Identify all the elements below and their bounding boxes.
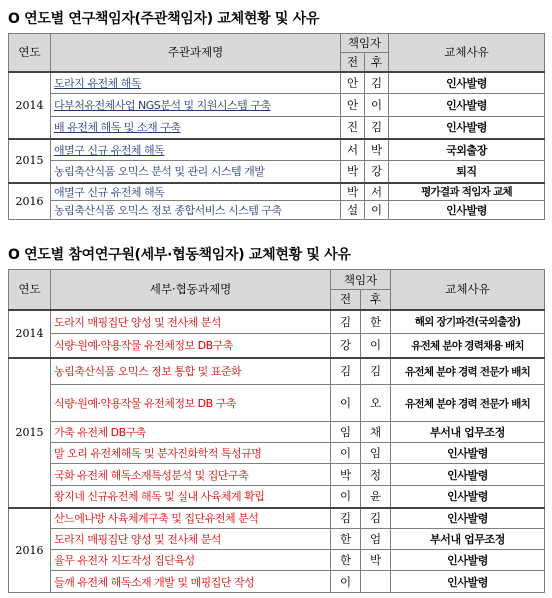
project-title: 율무 유전자 지도작성 집단육성	[51, 550, 331, 571]
manager-before: 이	[331, 571, 361, 593]
project-title: 도라지 매핑집단 양성 및 전사체 분석	[51, 529, 331, 550]
manager-after: 이	[365, 201, 389, 220]
manager-after: 박	[361, 550, 391, 571]
table-row	[9, 117, 545, 139]
manager-before: 강	[331, 334, 361, 358]
change-reason: 인사발령	[391, 508, 545, 529]
section2-heading: O 연도별 참여연구원(세부·협동책임자) 교체현황 및 사유	[8, 247, 351, 263]
year-cell: 2016	[9, 183, 51, 220]
change-reason: 유전체 분야 경력채용 배치	[391, 334, 545, 358]
table-row	[9, 464, 545, 486]
project-title: 가축 유전체 DB구축	[51, 422, 331, 443]
project-title: 국화 유전체 해독소재특성분석 및 집단구축	[51, 464, 331, 486]
table-row	[9, 94, 545, 117]
header-year: 연도	[9, 34, 51, 72]
table-row	[9, 161, 545, 183]
manager-after: 엄	[361, 529, 391, 550]
project-title: 들깨 유전체 해독소재 개발 및 매핑집단 작성	[51, 571, 331, 593]
project-title: 왕지네 신규유전체 해독 및 실내 사육체계 확립	[51, 486, 331, 508]
project-title: 농림축산식품 오믹스 정보 종합서비스 시스템 구축	[51, 201, 341, 220]
change-reason: 인사발령	[391, 443, 545, 464]
change-reason: 인사발령	[391, 486, 545, 508]
manager-before: 이	[331, 443, 361, 464]
table-row	[9, 443, 545, 464]
year-cell: 2015	[9, 139, 51, 183]
change-reason: 유전체 분야 경력 전문가 배치	[391, 385, 545, 422]
table-row	[9, 571, 545, 593]
year-cell: 2014	[9, 72, 51, 139]
change-reason: 평가결과 적임자 교체	[389, 183, 545, 201]
change-reason: 인사발령	[391, 571, 545, 593]
table-row	[9, 310, 545, 334]
header-year: 연도	[9, 270, 51, 310]
manager-after: 박	[365, 139, 389, 161]
manager-after: 서	[365, 183, 389, 201]
manager-before: 임	[331, 422, 361, 443]
project-title: 도라지 유전체 해독	[51, 72, 341, 94]
project-title: 애멸구 신규 유전체 해독	[51, 183, 341, 201]
project-title: 말 오리 유전체해독 및 분자진화학적 특성규명	[51, 443, 331, 464]
manager-after	[361, 571, 391, 593]
table-row	[9, 334, 545, 358]
change-reason: 인사발령	[391, 550, 545, 571]
header-after: 후	[365, 53, 389, 72]
change-reason: 인사발령	[389, 72, 545, 94]
header-title: 주관과제명	[51, 34, 341, 72]
manager-after: 윤	[361, 486, 391, 508]
change-reason: 부서내 업무조정	[391, 422, 545, 443]
table-row	[9, 72, 545, 94]
project-title: 농림축산식품 오믹스 정보 통합 및 표준화	[51, 358, 331, 385]
manager-before: 이	[331, 385, 361, 422]
change-reason: 퇴직	[389, 161, 545, 183]
manager-before: 안	[341, 72, 365, 94]
supervisor-change-table	[8, 33, 545, 220]
change-reason: 국외출장	[389, 139, 545, 161]
header-before: 전	[331, 290, 361, 310]
change-reason: 해외 장기파견(국외출장)	[391, 310, 545, 334]
manager-after: 임	[361, 443, 391, 464]
change-reason: 유전체 분야 경력 전문가 배치	[391, 358, 545, 385]
manager-after: 채	[361, 422, 391, 443]
manager-after: 김	[365, 117, 389, 139]
change-reason: 인사발령	[389, 94, 545, 117]
project-title: 식량·원예·약용작물 유전체정보 DB 구축	[51, 385, 331, 422]
project-title: 다부처유전체사업 NGS분석 및 지원시스템 구축	[51, 94, 341, 117]
header-manager: 책임자	[331, 270, 391, 290]
project-title: 배 유전체 해독 및 소재 구축	[51, 117, 341, 139]
table-row	[9, 183, 545, 201]
change-reason: 인사발령	[391, 464, 545, 486]
year-cell: 2016	[9, 508, 51, 593]
table-row	[9, 508, 545, 529]
manager-after: 이	[365, 94, 389, 117]
manager-after: 김	[361, 508, 391, 529]
manager-before: 박	[341, 183, 365, 201]
manager-before: 한	[331, 550, 361, 571]
header-before: 전	[341, 53, 365, 72]
table-row	[9, 422, 545, 443]
manager-before: 김	[331, 310, 361, 334]
manager-before: 안	[341, 94, 365, 117]
table-row	[9, 201, 545, 220]
project-title: 애멸구 신규 유전체 해독	[51, 139, 341, 161]
change-reason: 부서내 업무조정	[391, 529, 545, 550]
manager-after: 이	[361, 334, 391, 358]
table-row	[9, 486, 545, 508]
manager-after: 정	[361, 464, 391, 486]
manager-after: 김	[361, 358, 391, 385]
manager-after: 강	[365, 161, 389, 183]
manager-before: 서	[341, 139, 365, 161]
manager-before: 이	[331, 486, 361, 508]
project-title: 농림축산식품 오믹스 분석 및 관리 시스템 개발	[51, 161, 341, 183]
project-title: 도라지 매핑집단 양성 및 전사체 분석	[51, 310, 331, 334]
manager-before: 한	[331, 529, 361, 550]
header-manager: 책임자	[341, 34, 389, 53]
table-row	[9, 529, 545, 550]
change-reason: 인사발령	[389, 117, 545, 139]
year-cell: 2015	[9, 358, 51, 508]
participant-change-table	[8, 269, 545, 593]
manager-before: 박	[331, 464, 361, 486]
table-row	[9, 385, 545, 422]
project-title: 산느에나방 사육체계구축 및 집단유전체 분석	[51, 508, 331, 529]
header-after: 후	[361, 290, 391, 310]
manager-after: 김	[365, 72, 389, 94]
table-row	[9, 139, 545, 161]
table-row	[9, 550, 545, 571]
header-reason: 교체사유	[389, 34, 545, 72]
manager-before: 설	[341, 201, 365, 220]
project-title: 식량·원예·약용작물 유전체정보 DB구축	[51, 334, 331, 358]
section1-heading: O 연도별 연구책임자(주관책임자) 교체현황 및 사유	[8, 11, 320, 27]
manager-after: 한	[361, 310, 391, 334]
year-cell: 2014	[9, 310, 51, 358]
header-title: 세부·협동과제명	[51, 270, 331, 310]
change-reason: 인사발령	[389, 201, 545, 220]
manager-after: 오	[361, 385, 391, 422]
manager-before: 김	[331, 358, 361, 385]
manager-before: 진	[341, 117, 365, 139]
manager-before: 박	[341, 161, 365, 183]
table-row	[9, 358, 545, 385]
header-reason: 교체사유	[391, 270, 545, 310]
manager-before: 김	[331, 508, 361, 529]
